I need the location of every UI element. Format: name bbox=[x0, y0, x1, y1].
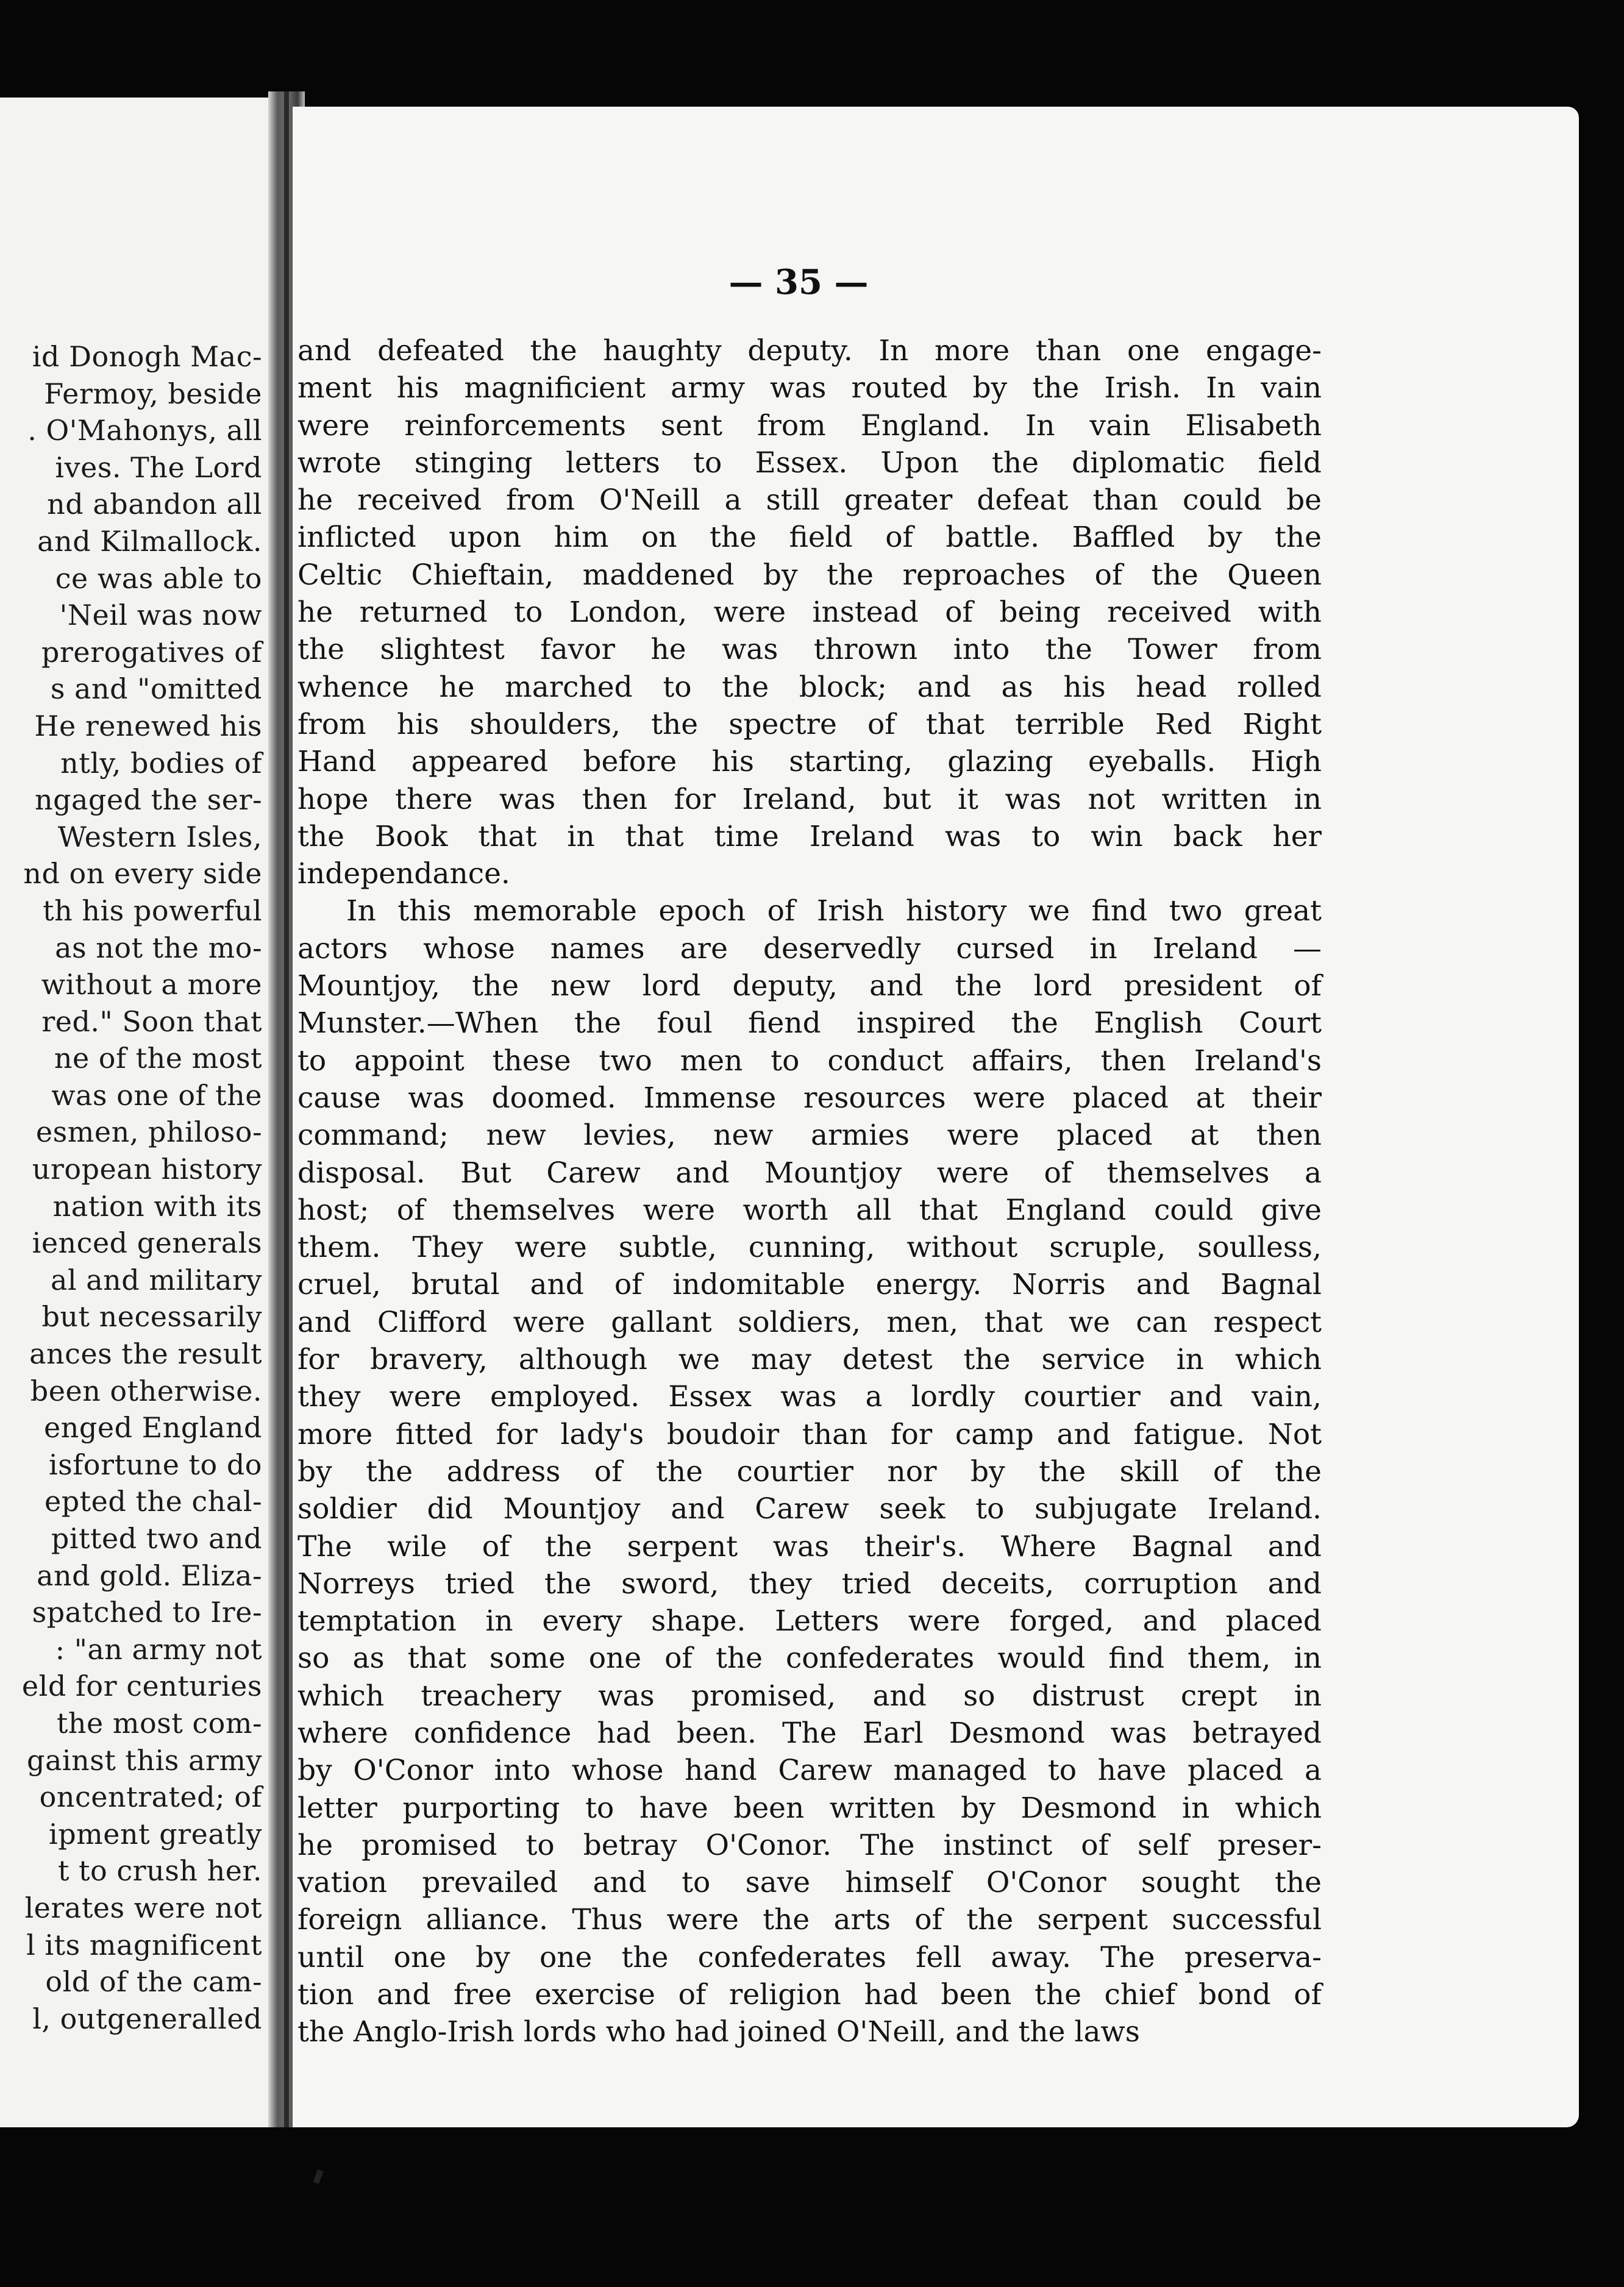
left-page-line: gainst this army bbox=[27, 1743, 262, 1777]
text-line: by O'Conor into whose hand Carew managed to have placed a bbox=[297, 1754, 1322, 1788]
text-line: actors whose names are deservedly cursed in Ireland — bbox=[297, 931, 1322, 966]
left-page-line: . O'Mahonys, all bbox=[27, 414, 262, 447]
left-page-line: pitted two and bbox=[51, 1522, 262, 1555]
text-line: Mountjoy, the new lord deputy, and the lord president of bbox=[297, 969, 1322, 1003]
left-page-line: spatched to Ire- bbox=[32, 1596, 262, 1629]
left-page-line: as not the mo- bbox=[55, 931, 262, 964]
left-page-line: esmen, philoso- bbox=[35, 1115, 262, 1149]
main-text-block bbox=[297, 332, 1322, 2051]
text-line: inflicted upon him on the field of battle. Baffled by the bbox=[297, 521, 1322, 555]
left-page-line: old of the cam- bbox=[45, 1965, 262, 1999]
left-page-line: ce was able to bbox=[55, 561, 262, 595]
text-line: ment his magnificient army was routed by the Irish. In vain bbox=[297, 371, 1322, 405]
left-page-line: l its magnificent bbox=[26, 1928, 262, 1962]
text-line: which treachery was promised, and so distrust crept in bbox=[297, 1679, 1322, 1713]
left-page-line: nation with its bbox=[52, 1189, 262, 1223]
left-page-line: eld for centuries bbox=[21, 1670, 262, 1703]
left-page-line: isfortune to do bbox=[48, 1448, 262, 1481]
left-page-line: ngaged the ser- bbox=[34, 783, 262, 817]
left-page-line: ntly, bodies of bbox=[60, 746, 262, 780]
text-line: letter purporting to have been written by Desmond in which bbox=[297, 1791, 1322, 1825]
left-page-line: prerogatives of bbox=[41, 635, 262, 669]
text-line: so as that some one of the confederates would find them, in bbox=[297, 1641, 1322, 1676]
left-page-line: s and "omitted bbox=[50, 672, 262, 706]
left-page-line: ipment greatly bbox=[48, 1817, 262, 1851]
left-page-line: oncentrated; of bbox=[39, 1780, 262, 1814]
left-page-line: ienced generals bbox=[32, 1226, 262, 1260]
text-line: The wile of the serpent was their's. Where Bagnal and bbox=[297, 1529, 1322, 1563]
text-line: cause was doomed. Immense resources were placed at their bbox=[297, 1081, 1322, 1115]
left-page-line: th his powerful bbox=[43, 894, 262, 927]
text-line: he promised to betray O'Conor. The instinct of self preser- bbox=[297, 1828, 1322, 1862]
text-line: Munster.—When the foul fiend inspired the English Court bbox=[297, 1006, 1322, 1040]
left-page-line: epted the chal- bbox=[45, 1485, 262, 1518]
left-page-line: ne of the most bbox=[54, 1042, 262, 1075]
gutter-shadow-line bbox=[284, 91, 289, 2127]
text-line: and defeated the haughty deputy. In more than one engage- bbox=[297, 334, 1322, 368]
text-line: they were employed. Essex was a lordly courtier and vain, bbox=[297, 1380, 1322, 1414]
left-page-line: id Donogh Mac- bbox=[32, 340, 262, 373]
left-page-line: been otherwise. bbox=[30, 1374, 262, 1407]
text-line: foreign alliance. Thus were the arts of the serpent successful bbox=[297, 1903, 1322, 1937]
left-page-line: enged England bbox=[44, 1411, 262, 1445]
text-line: the Book that in that time Ireland was to win back her bbox=[297, 819, 1322, 853]
text-line: disposal. But Carew and Mountjoy were of themselves a bbox=[297, 1156, 1322, 1190]
text-line: until one by one the confederates fell away. The preserva- bbox=[297, 1940, 1322, 1974]
left-page-line: Fermoy, beside bbox=[44, 377, 262, 410]
left-page-line: al and military bbox=[50, 1263, 262, 1296]
text-line: by the address of the courtier nor by the skill of the bbox=[297, 1454, 1322, 1489]
text-line: Norreys tried the sword, they tried deceits, corruption and bbox=[297, 1567, 1322, 1601]
text-line: for bravery, although we may detest the service in which bbox=[297, 1343, 1322, 1377]
left-facing-page bbox=[0, 98, 277, 2127]
text-line: vation prevailed and to save himself O'Conor sought the bbox=[297, 1866, 1322, 1900]
left-page-line: lerates were not bbox=[24, 1891, 262, 1924]
text-line: and Clifford were gallant soldiers, men, that we can respect bbox=[297, 1305, 1322, 1339]
left-page-line: uropean history bbox=[32, 1153, 262, 1186]
left-page-line: was one of the bbox=[51, 1078, 262, 1112]
left-page-line: but necessarily bbox=[41, 1300, 262, 1334]
left-page-line: the most com- bbox=[56, 1706, 262, 1740]
left-page-line: and Kilmallock. bbox=[37, 524, 262, 558]
text-line: wrote stinging letters to Essex. Upon the diplomatic field bbox=[297, 446, 1322, 480]
text-line: cruel, brutal and of indomitable energy. Norris and Bagnal bbox=[297, 1268, 1322, 1302]
text-line: Celtic Chieftain, maddened by the reproaches of the Queen bbox=[297, 558, 1322, 592]
text-line: them. They were subtle, cunning, without scruple, soulless, bbox=[297, 1231, 1322, 1265]
left-page-line: l, outgeneralled bbox=[32, 2002, 262, 2035]
scan-speck bbox=[313, 2169, 324, 2184]
text-line: hope there was then for Ireland, but it was not written in bbox=[297, 782, 1322, 816]
text-line: tion and free exercise of religion had been the chief bond of bbox=[297, 1978, 1322, 2012]
left-page-line: : "an army not bbox=[55, 1632, 262, 1666]
text-line: independance. bbox=[297, 857, 510, 891]
text-line: more fitted for lady's boudoir than for camp and fatigue. Not bbox=[297, 1417, 1322, 1451]
text-line: temptation in every shape. Letters were forged, and placed bbox=[297, 1604, 1322, 1638]
left-page-line: Western Isles, bbox=[57, 820, 262, 853]
text-line: the slightest favor he was thrown into the Tower from bbox=[297, 633, 1322, 667]
text-line: where confidence had been. The Earl Desmond was betrayed bbox=[297, 1716, 1322, 1750]
text-line: host; of themselves were worth all that England could give bbox=[297, 1193, 1322, 1227]
text-line: from his shoulders, the spectre of that terrible Red Right bbox=[297, 707, 1322, 741]
left-page-line: nd abandon all bbox=[47, 488, 262, 521]
text-line: to appoint these two men to conduct affairs, then Ireland's bbox=[297, 1044, 1322, 1078]
left-page-line: He renewed his bbox=[34, 709, 262, 742]
text-line: he received from O'Neill a still greater defeat than could be bbox=[297, 483, 1322, 518]
left-page-line: ives. The Lord bbox=[55, 450, 262, 484]
text-line: were reinforcements sent from England. In vain Elisabeth bbox=[297, 408, 1322, 443]
text-line: soldier did Mountjoy and Carew seek to subjugate Ireland. bbox=[297, 1492, 1322, 1526]
text-line: whence he marched to the block; and as his head rolled bbox=[297, 670, 1322, 704]
left-page-line: 'Neil was now bbox=[59, 599, 262, 632]
left-page-line: nd on every side bbox=[23, 857, 262, 891]
left-page-line: without a more bbox=[41, 968, 262, 1001]
text-line: he returned to London, were instead of being received with bbox=[297, 596, 1322, 630]
page-number: — 35 — bbox=[728, 262, 869, 302]
text-line: Hand appeared before his starting, glazing eyeballs. High bbox=[297, 745, 1322, 779]
text-line: command; new levies, new armies were placed at then bbox=[297, 1119, 1322, 1153]
text-line: In this memorable epoch of Irish history we find two great bbox=[346, 894, 1322, 928]
left-page-line: ances the result bbox=[29, 1337, 262, 1371]
left-page-line: red." Soon that bbox=[41, 1005, 262, 1038]
left-page-line: t to crush her. bbox=[57, 1854, 262, 1888]
text-line: the Anglo-Irish lords who had joined O'Neill, and the laws bbox=[297, 2015, 1140, 2049]
left-page-line: and gold. Eliza- bbox=[37, 1559, 262, 1592]
left-page-text-column bbox=[0, 338, 262, 2037]
